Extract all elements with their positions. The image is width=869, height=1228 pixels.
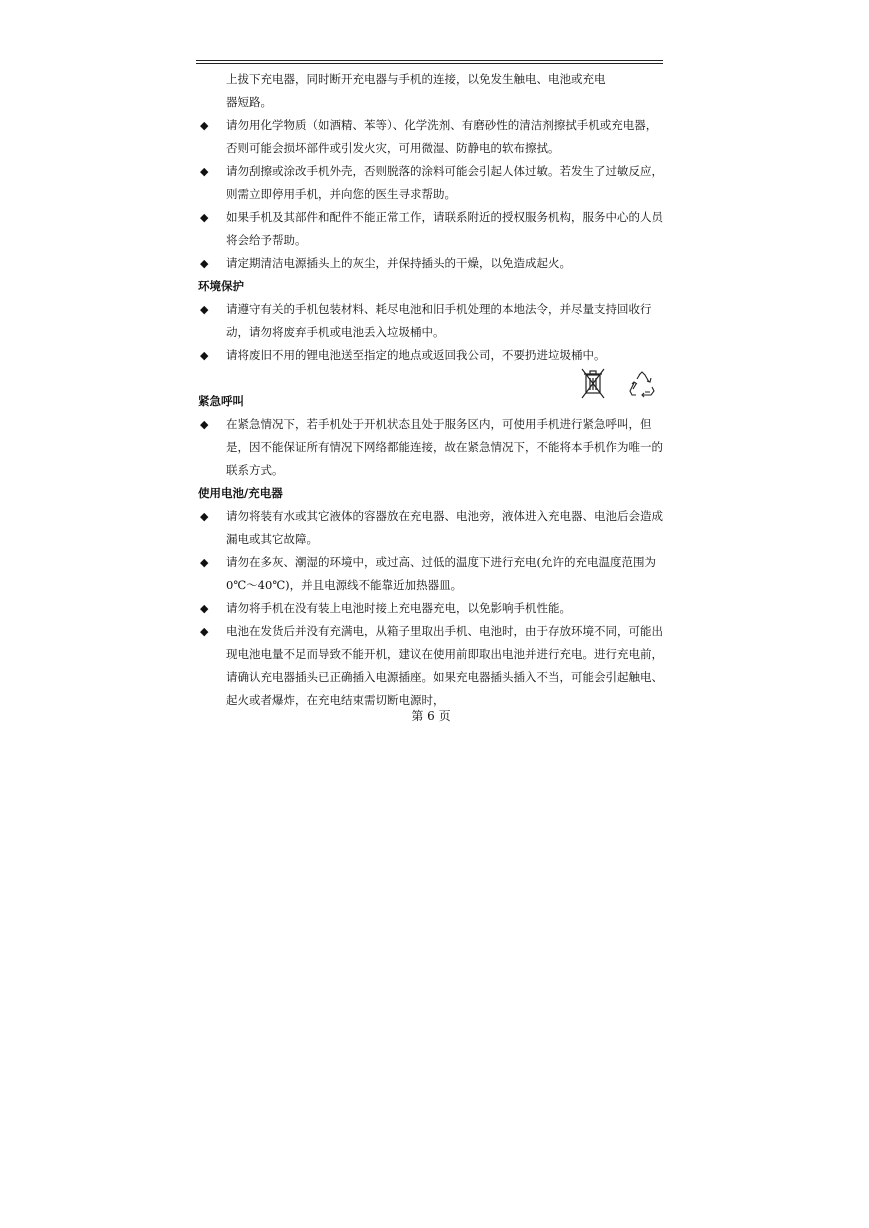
recycle-icon <box>628 370 656 398</box>
list-item <box>198 620 664 712</box>
diamond-bullet-icon: ◆ <box>200 119 209 132</box>
diamond-bullet-icon: ◆ <box>200 349 209 362</box>
list-item <box>198 252 664 275</box>
list-item-text: 请定期清洁电源插头上的灰尘，并保持插头的干燥，以免造成起火。 <box>226 256 571 270</box>
list-item-text: 如果手机及其部件和配件不能正常工作，请联系附近的授权服务机构，服务中心的人员将会给予帮助。 <box>226 210 663 247</box>
list-item-text: 请勿刮擦或涂改手机外壳，否则脱落的涂料可能会引起人体过敏。若发生了过敏反应，则需立即停用手机，并向您的医生寻求帮助。 <box>226 164 663 201</box>
list-item <box>198 298 664 344</box>
section-heading-battery: 使用电池/充电器 <box>198 486 283 500</box>
list-item-text: 请勿在多灰、潮湿的环境中，或过高、过低的温度下进行充电(允许的充电温度范围为 0℃～40℃)，并且电源线不能靠近加热器皿。 <box>226 555 656 592</box>
disposal-icons <box>580 367 656 401</box>
list-item-text: 电池在发货后并没有充满电，从箱子里取出手机、电池时，由于存放环境不同，可能出现电池电量不足而导致不能开机，建议在使用前即取出电池并进行充电。进行充电前，请确认充电器插头已正确插入电源插座。如果充电器插头插入不当，可能会引起触电、起火或者爆炸，在充电结束需切断电源时， <box>226 624 663 707</box>
diamond-bullet-icon: ◆ <box>200 257 209 270</box>
diamond-bullet-icon: ◆ <box>200 556 209 569</box>
crossed-out-bin-icon <box>580 367 606 401</box>
diamond-bullet-icon: ◆ <box>200 211 209 224</box>
header-rule-inner <box>196 63 663 64</box>
list-item <box>198 114 664 160</box>
list-item-text: 请将废旧不用的锂电池送至指定的地点或返回我公司，不要扔进垃圾桶中。 <box>226 348 606 362</box>
list-item <box>198 160 664 206</box>
continued-paragraph-line: 上拔下充电器，同时断开充电器与手机的连接，以免发生触电、电池或充电 <box>226 72 606 86</box>
diamond-bullet-icon: ◆ <box>200 303 209 316</box>
diamond-bullet-icon: ◆ <box>200 165 209 178</box>
list-item <box>198 344 664 367</box>
list-item <box>198 597 664 620</box>
diamond-bullet-icon: ◆ <box>200 602 209 615</box>
header-rule <box>196 60 663 61</box>
diamond-bullet-icon: ◆ <box>200 418 209 431</box>
page-number: 第 6 页 <box>411 709 451 723</box>
list-item <box>198 505 664 551</box>
list-item-text: 请勿将装有水或其它液体的容器放在充电器、电池旁，液体进入充电器、电池后会造成漏电或其它故障。 <box>226 509 663 546</box>
list-item <box>198 206 664 252</box>
continued-paragraph-line: 器短路。 <box>226 95 272 109</box>
list-item-text: 请勿将手机在没有装上电池时接上充电器充电，以免影响手机性能。 <box>226 601 571 615</box>
emergency-heading-row <box>198 367 664 413</box>
list-item-text: 在紧急情况下，若手机处于开机状态且处于服务区内，可使用手机进行紧急呼叫，但是，因不能保证所有情况下网络都能连接，故在紧急情况下，不能将本手机作为唯一的联系方式。 <box>226 417 663 477</box>
document-page <box>198 68 664 712</box>
diamond-bullet-icon: ◆ <box>200 510 209 523</box>
diamond-bullet-icon: ◆ <box>200 625 209 638</box>
list-item <box>198 413 664 482</box>
section-heading-emergency: 紧急呼叫 <box>198 394 244 408</box>
list-item <box>198 551 664 597</box>
list-item-text: 请勿用化学物质（如酒精、苯等）、化学洗剂、有磨砂性的清洁剂擦拭手机或充电器，否则可能会损坏部件或引发火灾，可用微湿、防静电的软布擦拭。 <box>226 118 658 155</box>
list-item-text: 请遵守有关的手机包装材料、耗尽电池和旧手机处理的本地法令，并尽量支持回收行动，请勿将废弃手机或电池丢入垃圾桶中。 <box>226 302 652 339</box>
section-heading-environment: 环境保护 <box>198 279 244 293</box>
